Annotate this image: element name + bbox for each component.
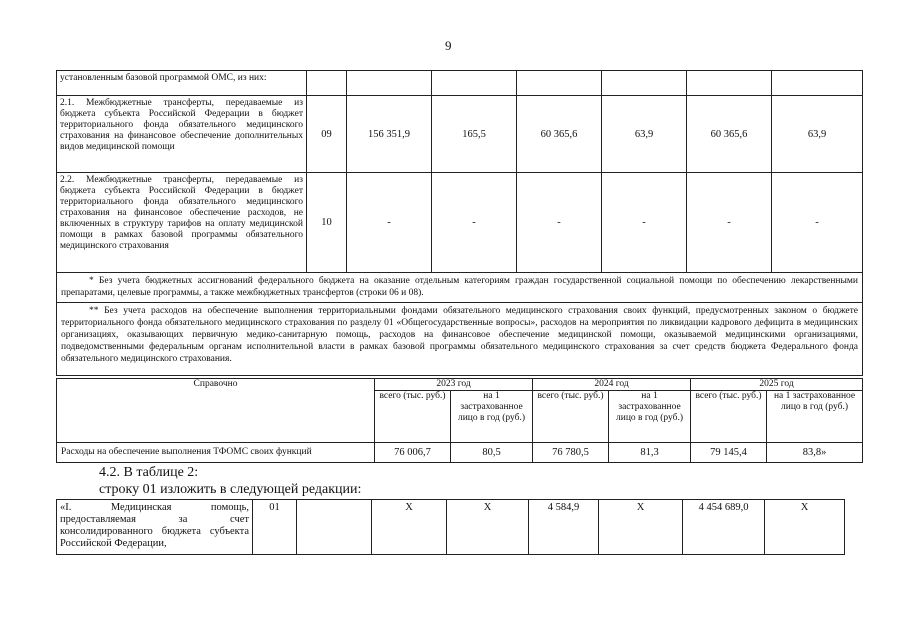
cell-value: - <box>602 173 687 273</box>
cell-value: 60 365,6 <box>687 96 772 173</box>
cell-value: 156 351,9 <box>347 96 432 173</box>
footnote-row <box>57 303 863 376</box>
table-row <box>57 500 845 555</box>
section-heading: 4.2. В таблице 2: <box>99 465 199 480</box>
cell-value: 76 780,5 <box>533 443 609 463</box>
cell-value: Х <box>372 500 447 555</box>
cell-value: 80,5 <box>451 443 533 463</box>
subheader-total: всего (тыс. руб.) <box>533 391 609 443</box>
subheader-total: всего (тыс. руб.) <box>375 391 451 443</box>
year-header: 2025 год <box>691 379 863 391</box>
reference-table <box>56 378 863 463</box>
cell-value: 60 365,6 <box>517 96 602 173</box>
row-description: установленным базовой программой ОМС, из них: <box>57 71 307 96</box>
cell-value: 79 145,4 <box>691 443 767 463</box>
footnote-row <box>57 273 863 303</box>
footnote-1: * Без учета бюджетных ассигнований федерального бюджета на оказание отдельным категориям граждан государственной социальной помощи по обеспечению лекарственными препаратами, целевые программы, а также межбюджетных трансфертов (строки 06 и 08). <box>57 273 863 303</box>
year-header: 2024 год <box>533 379 691 391</box>
row-description: 2.1. Межбюджетные трансферты, передаваемые из бюджета субъекта Российской Федерации в бюджет территориального фонда обязательного медицинского страхования на финансовое обеспечение дополнительных видов медицинской помощи <box>57 96 307 173</box>
page-number: 9 <box>445 38 452 53</box>
cell-value: 63,9 <box>772 96 863 173</box>
subheader-total: всего (тыс. руб.) <box>691 391 767 443</box>
cell-value: 76 006,7 <box>375 443 451 463</box>
cell-value: - <box>347 173 432 273</box>
cell-value: 4 584,9 <box>529 500 599 555</box>
cell-value <box>297 500 372 555</box>
amended-row-table <box>56 499 845 555</box>
year-header: 2023 год <box>375 379 533 391</box>
cell-value: Х <box>599 500 683 555</box>
table-row <box>57 96 863 173</box>
table-row <box>57 443 863 463</box>
year-header-row <box>57 379 863 391</box>
footnote-2: ** Без учета расходов на обеспечение выполнения территориальными фондами обязательного медицинского страхования своих функций, предусмотренных законом о бюджете территориального фонда обязательного медицинского страхования по разделу 01 «Общегосударственные вопросы», расходов на мероприятия по ликвидации кадрового дефицита в медицинских организациях, оказывающих первичную медико-санитарную помощь, расходов на финансовое обеспечение медицинской помощи, оказываемой медицинскими организациями, подведомственными федеральным органам исполнительной власти в рамках базовой программы обязательного медицинского страхования за счет средств бюджета Федерального фонда обязательного медицинского страхования. <box>57 303 863 376</box>
reference-label-header: Справочно <box>57 379 375 443</box>
cell-value: - <box>772 173 863 273</box>
row-code: 09 <box>307 96 347 173</box>
cell-value: 83,8» <box>767 443 863 463</box>
cell-value: - <box>517 173 602 273</box>
subheader-per-person: на 1 застрахованное лицо в год (руб.) <box>609 391 691 443</box>
cell-value: Х <box>765 500 845 555</box>
row-label: Расходы на обеспечение выполнения ТФОМС своих функций <box>57 443 375 463</box>
cell-value: - <box>687 173 772 273</box>
financing-table <box>56 70 863 376</box>
cell-value: Х <box>447 500 529 555</box>
subheader-per-person: на 1 застрахованное лицо в год (руб.) <box>451 391 533 443</box>
row-code: 10 <box>307 173 347 273</box>
row-code: 01 <box>253 500 297 555</box>
table-row <box>57 71 863 96</box>
cell-value: 165,5 <box>432 96 517 173</box>
table-row <box>57 173 863 273</box>
row-description: «I. Медицинская помощь, предоставляемая за счет консолидированного бюджета субъекта Российской Федерации, <box>57 500 253 555</box>
cell-value: 81,3 <box>609 443 691 463</box>
row-description: 2.2. Межбюджетные трансферты, передаваемые из бюджета субъекта Российской Федерации в бюджет территориального фонда обязательного медицинского страхования на финансовое обеспечение расходов, не включенных в структуру тарифов на оплату медицинской помощи в рамках базовой программы обязательного медицинского страхования <box>57 173 307 273</box>
cell-value: 4 454 689,0 <box>683 500 765 555</box>
cell-value: - <box>432 173 517 273</box>
instruction-text: строку 01 изложить в следующей редакции: <box>99 482 362 497</box>
cell-value: 63,9 <box>602 96 687 173</box>
subheader-per-person: на 1 застрахованное лицо в год (руб.) <box>767 391 863 443</box>
